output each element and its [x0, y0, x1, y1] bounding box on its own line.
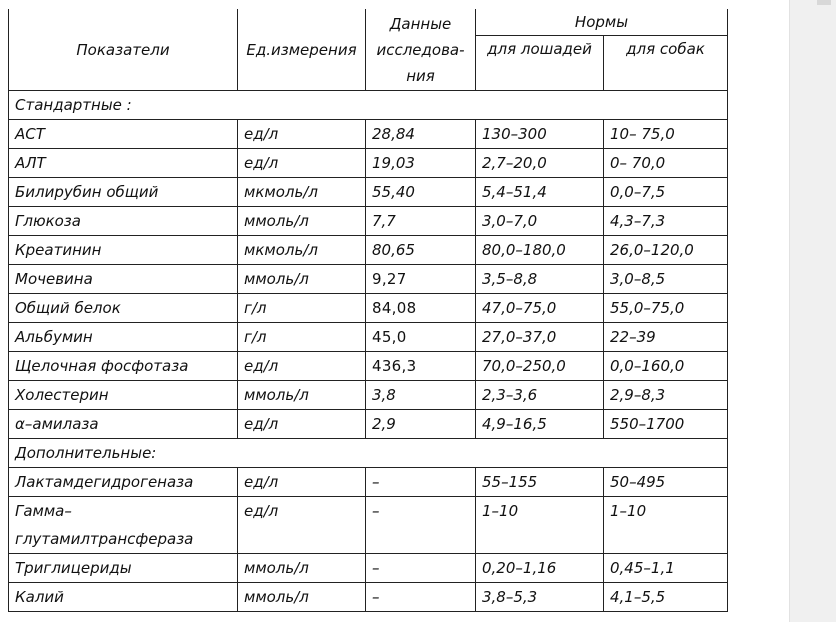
header-norms-dogs: для собак: [604, 36, 728, 91]
lab-results-table: [8, 9, 728, 612]
header-norms-horses: для лошадей: [476, 36, 604, 91]
header-indicator: Показатели: [9, 9, 238, 91]
cell-norm-dogs: 4,1–5,5: [604, 583, 728, 612]
section-row: [9, 439, 728, 468]
cell-unit: ммоль/л: [238, 207, 366, 236]
table-row: [9, 381, 728, 410]
cell-norm-dogs: 0– 70,0: [604, 149, 728, 178]
table-row: [9, 149, 728, 178]
cell-indicator: Креатинин: [9, 236, 238, 265]
cell-norm-dogs: 55,0–75,0: [604, 294, 728, 323]
cell-unit: ммоль/л: [238, 265, 366, 294]
cell-value: 9,27: [366, 265, 476, 294]
table-row: [9, 583, 728, 612]
cell-unit: ед/л: [238, 120, 366, 149]
header-study-data-line: исследова-: [376, 40, 465, 59]
cell-value: 28,84: [366, 120, 476, 149]
header-study-data-line: ния: [406, 66, 435, 85]
cell-value: 45,0: [366, 323, 476, 352]
table-row: [9, 236, 728, 265]
cell-value: 7,7: [366, 207, 476, 236]
cell-value: –: [366, 497, 476, 554]
cell-unit: мкмоль/л: [238, 236, 366, 265]
cell-indicator: АСТ: [9, 120, 238, 149]
cell-norm-horses: 3,5–8,8: [476, 265, 604, 294]
table-row: [9, 554, 728, 583]
cell-value: –: [366, 583, 476, 612]
table-row: [9, 294, 728, 323]
cell-norm-horses: 3,0–7,0: [476, 207, 604, 236]
cell-indicator: Триглицериды: [9, 554, 238, 583]
cell-value: 80,65: [366, 236, 476, 265]
header-norms: Нормы: [476, 9, 728, 36]
cell-norm-horses: 47,0–75,0: [476, 294, 604, 323]
header-study-data: [366, 9, 476, 91]
section-title: Дополнительные:: [9, 439, 728, 468]
cell-indicator: Общий белок: [9, 294, 238, 323]
cell-indicator: Мочевина: [9, 265, 238, 294]
cell-norm-dogs: 26,0–120,0: [604, 236, 728, 265]
cell-indicator: α–амилаза: [9, 410, 238, 439]
table-row: [9, 352, 728, 381]
cell-norm-dogs: 2,9–8,3: [604, 381, 728, 410]
cell-value: 3,8: [366, 381, 476, 410]
cell-norm-horses: 27,0–37,0: [476, 323, 604, 352]
window-side-panel: [789, 0, 836, 622]
cell-unit: ед/л: [238, 410, 366, 439]
cell-norm-dogs: 3,0–8,5: [604, 265, 728, 294]
cell-unit: ед/л: [238, 149, 366, 178]
cell-value: 84,08: [366, 294, 476, 323]
cell-value: 55,40: [366, 178, 476, 207]
cell-norm-horses: 80,0–180,0: [476, 236, 604, 265]
cell-norm-dogs: 1–10: [604, 497, 728, 554]
cell-unit: ед/л: [238, 352, 366, 381]
cell-value: 436,3: [366, 352, 476, 381]
cell-norm-dogs: 0,0–160,0: [604, 352, 728, 381]
cell-norm-dogs: 550–1700: [604, 410, 728, 439]
cell-norm-dogs: 10– 75,0: [604, 120, 728, 149]
cell-indicator-line: глутамилтрансфераза: [15, 530, 194, 548]
cell-unit: мкмоль/л: [238, 178, 366, 207]
cell-unit: ед/л: [238, 468, 366, 497]
header-study-data-line: Данные: [389, 14, 452, 33]
cell-unit: ед/л: [238, 497, 366, 554]
cell-norm-horses: 5,4–51,4: [476, 178, 604, 207]
table-row: [9, 497, 728, 554]
cell-value: 19,03: [366, 149, 476, 178]
cell-norm-horses: 70,0–250,0: [476, 352, 604, 381]
cell-unit: ммоль/л: [238, 554, 366, 583]
cell-norm-dogs: 22–39: [604, 323, 728, 352]
cell-indicator-line: Гамма–: [15, 502, 72, 520]
cell-indicator: Альбумин: [9, 323, 238, 352]
cell-norm-horses: 3,8–5,3: [476, 583, 604, 612]
cell-norm-horses: 1–10: [476, 497, 604, 554]
cell-indicator: Щелочная фосфотаза: [9, 352, 238, 381]
cell-indicator: Билирубин общий: [9, 178, 238, 207]
header-unit: Ед.измерения: [238, 9, 366, 91]
cell-unit: г/л: [238, 294, 366, 323]
table-body: [9, 91, 728, 612]
table-row: [9, 120, 728, 149]
cell-norm-horses: 2,3–3,6: [476, 381, 604, 410]
section-row: [9, 91, 728, 120]
cell-indicator: Калий: [9, 583, 238, 612]
cell-norm-horses: 130–300: [476, 120, 604, 149]
table-row: [9, 410, 728, 439]
cell-value: 2,9: [366, 410, 476, 439]
cell-unit: ммоль/л: [238, 583, 366, 612]
cell-value: –: [366, 468, 476, 497]
cell-unit: г/л: [238, 323, 366, 352]
cell-norm-dogs: 50–495: [604, 468, 728, 497]
cell-norm-horses: 2,7–20,0: [476, 149, 604, 178]
table-row: [9, 265, 728, 294]
table-row: [9, 323, 728, 352]
cell-value: –: [366, 554, 476, 583]
table-row: [9, 468, 728, 497]
cell-indicator: Лактамдегидрогеназа: [9, 468, 238, 497]
cell-norm-dogs: 0,0–7,5: [604, 178, 728, 207]
cell-norm-dogs: 0,45–1,1: [604, 554, 728, 583]
cell-indicator: [9, 497, 238, 554]
table-row: [9, 178, 728, 207]
section-title: Стандартные :: [9, 91, 728, 120]
cell-norm-horses: 55–155: [476, 468, 604, 497]
cell-indicator: АЛТ: [9, 149, 238, 178]
cell-norm-dogs: 4,3–7,3: [604, 207, 728, 236]
cell-unit: ммоль/л: [238, 381, 366, 410]
cell-norm-horses: 4,9–16,5: [476, 410, 604, 439]
cell-indicator: Глюкоза: [9, 207, 238, 236]
cell-indicator: Холестерин: [9, 381, 238, 410]
scroll-indicator: [817, 0, 831, 5]
table-row: [9, 207, 728, 236]
cell-norm-horses: 0,20–1,16: [476, 554, 604, 583]
